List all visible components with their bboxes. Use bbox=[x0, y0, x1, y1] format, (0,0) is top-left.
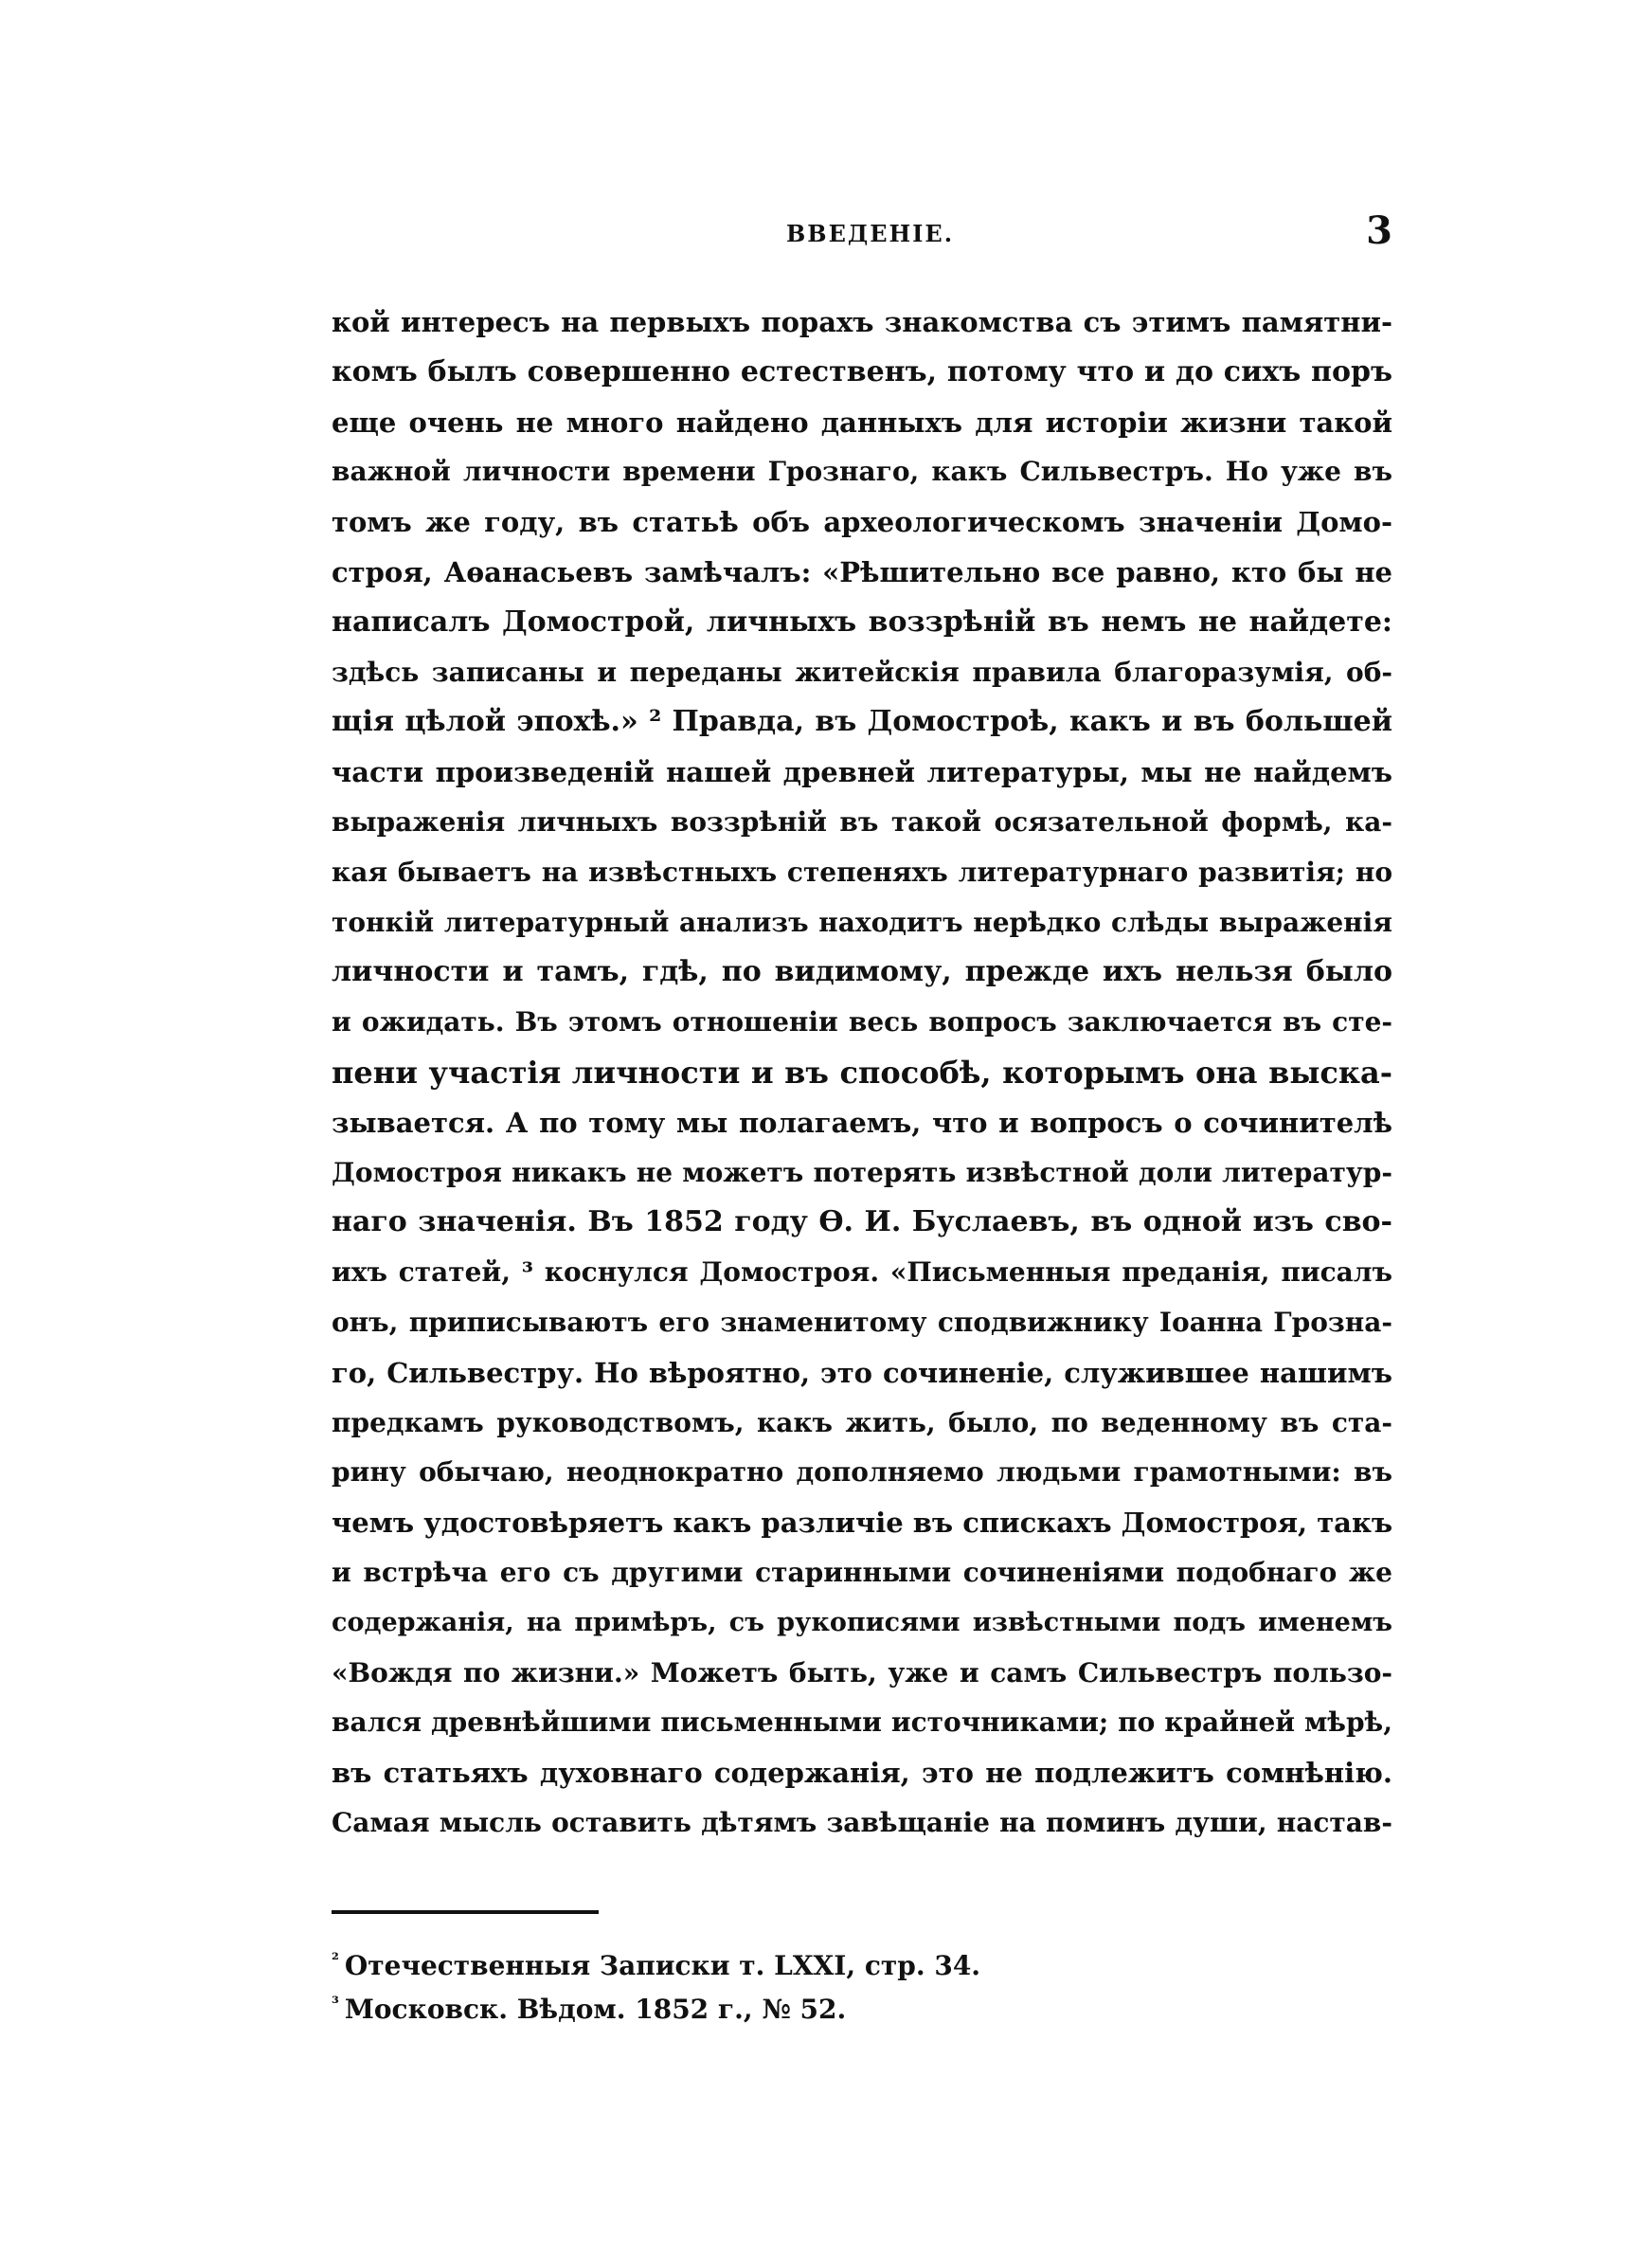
footnote-divider bbox=[332, 1910, 599, 1914]
footnote-2 bbox=[332, 1944, 1392, 1988]
page-number: 3 bbox=[1366, 208, 1392, 253]
text-line: ихъ статей, ³ коснулся Домостроя. «Письменныя преданія, писалъ bbox=[332, 1256, 1392, 1289]
text-line: Самая мысль оставить дѣтямъ завѣщаніе на поминъ души, настав- bbox=[332, 1806, 1392, 1838]
text-line: томъ же году, въ статьѣ объ археологическомъ значеніи Домо- bbox=[332, 506, 1392, 539]
footnote-marker: ³ bbox=[332, 1993, 339, 2013]
text-line: личности и тамъ, гдѣ, по видимому, прежде ихъ нельзя было bbox=[332, 955, 1392, 989]
footnote-marker: ² bbox=[332, 1949, 339, 1970]
text-line: и ожидать. Въ этомъ отношеніи весь вопросъ заключается въ сте- bbox=[332, 1006, 1392, 1038]
text-line: написалъ Домострой, личныхъ воззрѣній въ немъ не найдете: bbox=[332, 605, 1392, 639]
text-line: щія цѣлой эпохѣ.» ² Правда, въ Домостроѣ, какъ и въ большей bbox=[332, 705, 1392, 739]
text-line: тонкій литературный анализъ находитъ нерѣдко слѣды выраженія bbox=[332, 906, 1392, 938]
text-line: и встрѣча его съ другими старинными сочиненіями подобнаго же bbox=[332, 1556, 1392, 1588]
text-line: части произведеній нашей древней литературы, мы не найдемъ bbox=[332, 756, 1392, 789]
text-line: выраженія личныхъ воззрѣній въ такой осязательной формѣ, ка- bbox=[332, 805, 1392, 838]
text-line: рину обычаю, неоднократно дополняемо людьми грамотными: въ bbox=[332, 1456, 1392, 1489]
text-line: здѣсь записаны и переданы житейскія правила благоразумія, об- bbox=[332, 656, 1392, 688]
footnotes bbox=[332, 1944, 1392, 2031]
text-line: кая бываетъ на извѣстныхъ степеняхъ литературнаго развитія; но bbox=[332, 856, 1392, 888]
chapter-title: ВВЕДЕНIЕ. bbox=[786, 220, 955, 247]
text-line: въ статьяхъ духовнаго содержанія, это не подлежитъ сомнѣнію. bbox=[332, 1757, 1392, 1790]
text-line: чемъ удостовѣряетъ какъ различіе въ спискахъ Домостроя, такъ bbox=[332, 1507, 1392, 1540]
text-line: кой интересъ на первыхъ порахъ знакомства съ этимъ памятни- bbox=[332, 306, 1392, 338]
footnote-3 bbox=[332, 1988, 1392, 2031]
text-line: строя, Аѳанасьевъ замѣчалъ: «Рѣшительно все равно, кто бы не bbox=[332, 555, 1392, 588]
text-line: пени участія личности и въ способѣ, которымъ она выска- bbox=[332, 1054, 1392, 1091]
text-line: Домостроя никакъ не можетъ потерять извѣстной доли литератур- bbox=[332, 1156, 1392, 1188]
body-text bbox=[332, 298, 1392, 1849]
text-line: зывается. А по тому мы полагаемъ, что и вопросъ о сочинителѣ bbox=[332, 1106, 1392, 1139]
footnote-text: Московск. Вѣдом. 1852 г., № 52. bbox=[344, 1994, 847, 2025]
text-line: важной личности времени Грознаго, какъ Сильвестръ. Но уже въ bbox=[332, 456, 1392, 488]
text-line: предкамъ руководствомъ, какъ жить, было, по веденному въ ста- bbox=[332, 1406, 1392, 1438]
text-line: «Вождя по жизни.» Можетъ быть, уже и самъ Сильвестръ пользо- bbox=[332, 1656, 1392, 1688]
text-line: еще очень не много найдено данныхъ для исторіи жизни такой bbox=[332, 406, 1392, 439]
running-header bbox=[332, 208, 1392, 262]
text-line: содержанія, на примѣръ, съ рукописями извѣстными подъ именемъ bbox=[332, 1607, 1392, 1637]
text-line: наго значенія. Въ 1852 году Ѳ. И. Буслаевъ, въ одной изъ сво- bbox=[332, 1205, 1392, 1239]
text-line: го, Сильвестру. Но вѣроятно, это сочиненіе, служившее нашимъ bbox=[332, 1356, 1392, 1389]
text-line: комъ былъ совершенно естественъ, потому что и до сихъ поръ bbox=[332, 354, 1392, 388]
footnote-text: Отечественныя Записки т. LXXI, стр. 34. bbox=[344, 1950, 981, 1981]
text-line: онъ, приписываютъ его знаменитому сподвижнику Іоанна Грозна- bbox=[332, 1306, 1392, 1338]
text-line: вался древнѣйшими письменными источниками; по крайней мѣрѣ, bbox=[332, 1706, 1392, 1739]
